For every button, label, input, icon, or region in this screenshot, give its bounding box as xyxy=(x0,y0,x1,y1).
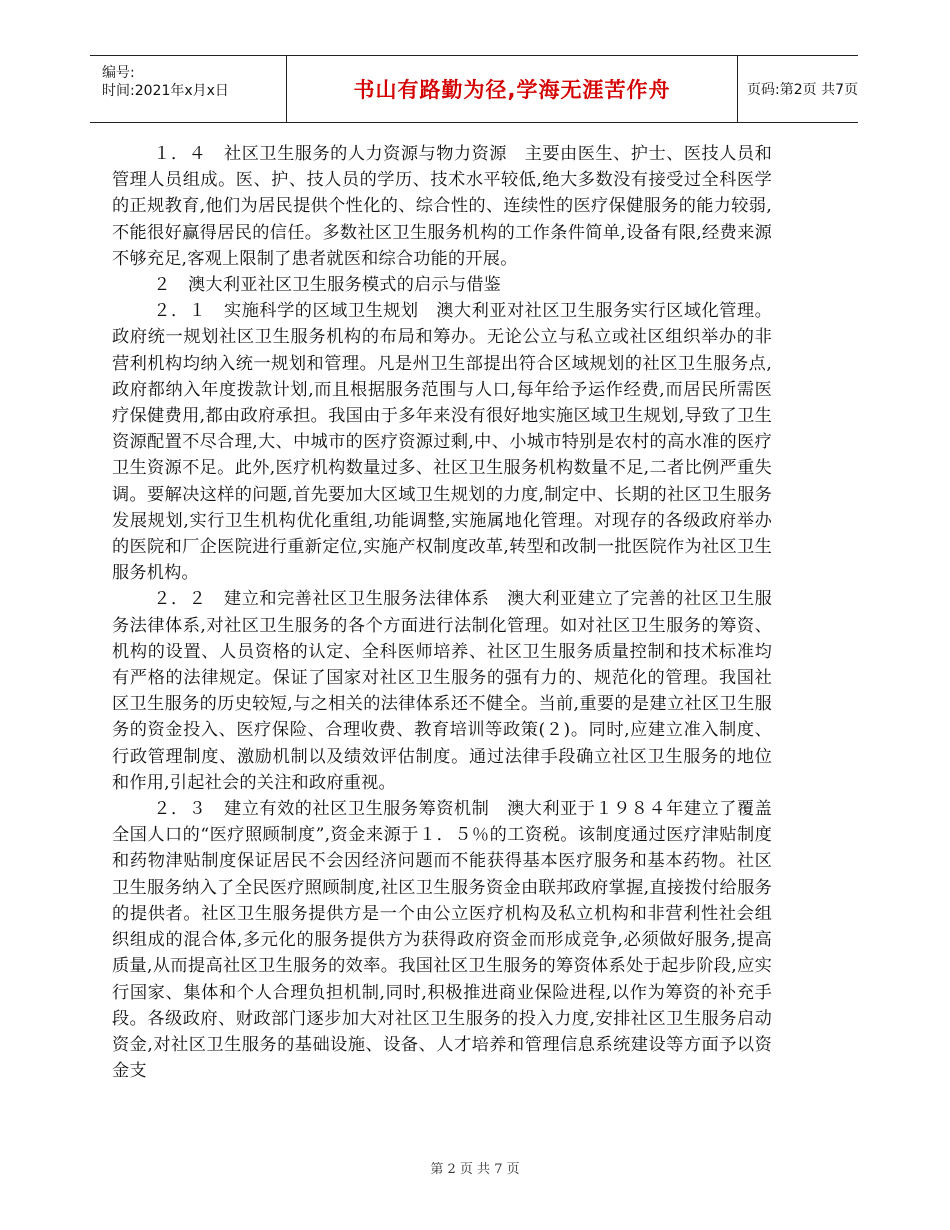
paragraph-1-4: １．４ 社区卫生服务的人力资源与物力资源 主要由医生、护士、医技人员和管理人员组成。医、护、技人员的学历、技术水平较低,绝大多数没有接受过全科医学的正规教育,他们为居民提供个性化的、综合性的、连续性的医疗保健服务的能力较弱,不能很好赢得居民的信任。多数社区卫生服务机构的工作条件简单,设备有限,经费来源不够充足,客观上限制了患者就医和综合功能的开展。 xyxy=(112,144,772,269)
page-footer: 第 2 页 共 7 页 xyxy=(430,1162,520,1177)
page-header xyxy=(90,55,858,123)
document-body xyxy=(112,141,772,1084)
section-heading-2: ２ 澳大利亚社区卫生服务模式的启示与借鉴 xyxy=(153,275,502,296)
header-motto-cell xyxy=(286,56,738,122)
page-info: 页码:第2页 共7页 xyxy=(747,82,858,98)
paragraph-2-3: ２．３ 建立有效的社区卫生服务筹资机制 澳大利亚于１９８４年建立了覆盖全国人口的“医疗照顾制度”,资金来源于１．５％的工资税。该制度通过医疗津贴制度和药物津贴制度保证居民不会因经济问题而不能获得基本医疗服务和基本药物。社区卫生服务纳入了全民医疗照顾制度,社区卫生服务资金由联邦政府掌握,直接拨付给服务的提供者。社区卫生服务提供方是一个由公立医疗机构及私立机构和非营利性社会组织组成的混合体,多元化的服务提供方为获得政府资金而形成竞争,必须做好服务,提高质量,从而提高社区卫生服务的效率。我国社区卫生服务的筹资体系处于起步阶段,应实行国家、集体和个人合理负担机制,同时,积极推进商业保险进程,以作为筹资的补充手段。各级政府、财政部门逐步加大对社区卫生服务的投入力度,安排社区卫生服务启动资金,对社区卫生服务的基础设施、设备、人才培养和管理信息系统建设等方面予以资金支 xyxy=(112,799,772,1082)
paragraph-2-1: ２．１ 实施科学的区域卫生规划 澳大利亚对社区卫生服务实行区域化管理。政府统一规划社区卫生服务机构的布局和筹办。无论公立与私立或社区组织举办的非营利机构均纳入统一规划和管理。凡是州卫生部提出符合区域规划的社区卫生服务点,政府都纳入年度拨款计划,而且根据服务范围与人口,每年给予运作经费,而居民所需医疗保健费用,都由政府承担。我国由于多年来没有很好地实施区域卫生规划,导致了卫生资源配置不尽合理,大、中城市的医疗资源过剩,中、小城市特别是农村的高水准的医疗卫生资源不足。此外,医疗机构数量过多、社区卫生服务机构数量不足,二者比例严重失调。要解决这样的问题,首先要加大区域卫生规划的力度,制定中、长期的社区卫生服务发展规划,实行卫生机构优化重组,功能调整,实施属地化管理。对现存的各级政府举办的医院和厂企医院进行重新定位,实施产权制度改革,转型和改制一批医院作为社区卫生服务机构。 xyxy=(112,301,772,584)
header-left-cell xyxy=(90,56,286,122)
number-label: 编号: xyxy=(102,65,135,81)
header-page-cell xyxy=(737,56,858,122)
time-label: 时间:2021年x月x日 xyxy=(102,83,229,99)
motto-text: 书山有路勤为径,学海无涯苦作舟 xyxy=(353,78,671,102)
paragraph-2-2: ２．２ 建立和完善社区卫生服务法律体系 澳大利亚建立了完善的社区卫生服务法律体系,对社区卫生服务的各个方面进行法制化管理。如对社区卫生服务的筹资、机构的设置、人员资格的认定、全科医师培养、社区卫生服务质量控制和技术标准均有严格的法律规定。保证了国家对社区卫生服务的强有力的、规范化的管理。我国社区卫生服务的历史较短,与之相关的法律体系还不健全。当前,重要的是建立社区卫生服务的资金投入、医疗保险、合理收费、教育培训等政策(２)。同时,应建立准入制度、行政管理制度、激励机制以及绩效评估制度。通过法律手段确立社区卫生服务的地位和作用,引起社会的关注和政府重视。 xyxy=(112,589,772,793)
